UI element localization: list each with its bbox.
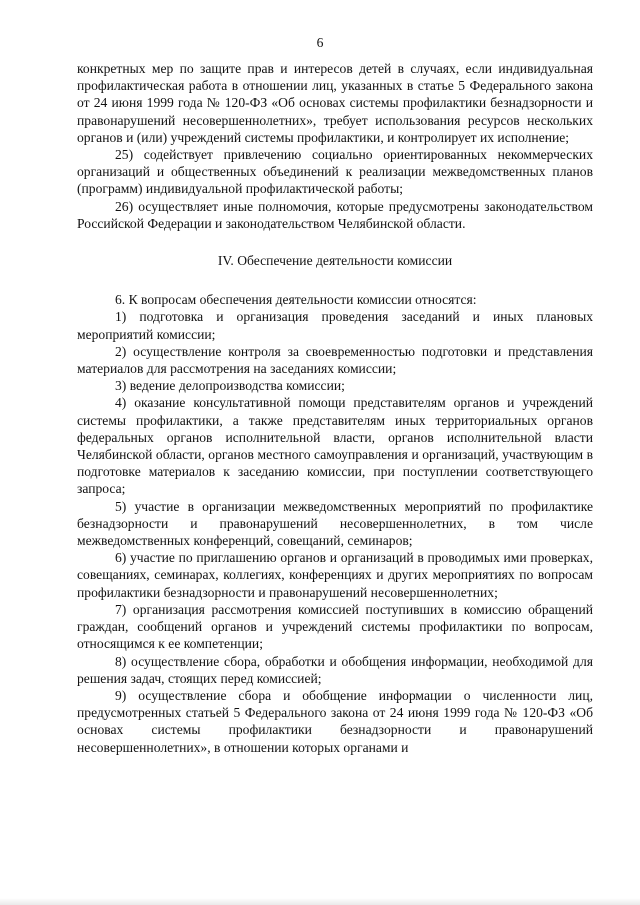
- paragraph-item-1: 1) подготовка и организация проведения заседаний и иных плановых мероприятий комиссии;: [77, 309, 593, 342]
- paragraph-item-5: 5) участие в организации межведомственных мероприятий по профилактике безнадзорности и правонарушений несовершеннолетних, в том числе межведомственных конференций, совещаний, семинаров;: [77, 498, 593, 549]
- paragraph-item-7: 7) организация рассмотрения комиссией поступивших в комиссию обращений граждан, сообщений органов и учреждений системы профилактики по вопросам, относящимся к ее компетенции;: [77, 601, 593, 652]
- paragraph-clause-6: 6. К вопросам обеспечения деятельности комиссии относятся:: [115, 292, 477, 308]
- paragraph-item-2: 2) осуществление контроля за своевременностью подготовки и представления материалов для рассмотрения на заседаниях комиссии;: [77, 343, 593, 377]
- paragraph-item-4: 4) оказание консультативной помощи представителям органов и учреждений системы профилактики, а также представителям иных территориальных органов федеральных органов исполнительной власти, органов исполнительной власти Челябинской области, органов местного самоуправления и организаций, участвующим в подготовке материалов к заседанию комиссии, при поступлении соответствующего запроса;: [77, 395, 593, 497]
- paragraph-item-9: 9) осуществление сбора и обобщение информации о численности лиц, предусмотренных статьей 5 Федерального закона от 24 июня 1999 года № 120-ФЗ «Об основах системы профилактики безнадзорности и правонарушений несовершеннолетних», в отношении которых органами и: [77, 687, 593, 755]
- paragraph-item-25: 25) содействует привлечению социально ориентированных некоммерческих организаций и общественных объединений к реализации межведомственных планов (программ) индивидуальной профилактической работы;: [77, 147, 593, 197]
- section-heading: IV. Обеспечение деятельности комиссии: [217, 253, 453, 269]
- paragraph-item-6: 6) участие по приглашению органов и организаций в проводимых ими проверках, совещаниях, семинарах, коллегиях, конференциях и других мероприятиях по вопросам профилактики безнадзорности и правонарушений несовершеннолетних;: [77, 550, 593, 600]
- page-number: 6: [316, 35, 324, 50]
- paragraph-item-3: 3) ведение делопроизводства комиссии;: [115, 378, 345, 394]
- scan-edge-shadow: [0, 898, 640, 905]
- paragraph-item-8: 8) осуществление сбора, обработки и обобщения информации, необходимой для решения задач, стоящих перед комиссией;: [77, 653, 593, 686]
- paragraph-item-26: 26) осуществляет иные полномочия, которые предусмотрены законодательством Российской Федерации и законодательством Челябинской области.: [77, 198, 593, 231]
- document-body: [77, 60, 593, 756]
- paragraph-continuation: конкретных мер по защите прав и интересов детей в случаях, если индивидуальная профилактическая работа в отношении лиц, указанных в статье 5 Федерального закона от 24 июня 1999 года № 120-ФЗ «Об основах системы профилактики безнадзорности и правонарушений несовершеннолетних», требует использования ресурсов нескольких органов и (или) учреждений системы профилактики, и контролирует их исполнение;: [77, 61, 593, 145]
